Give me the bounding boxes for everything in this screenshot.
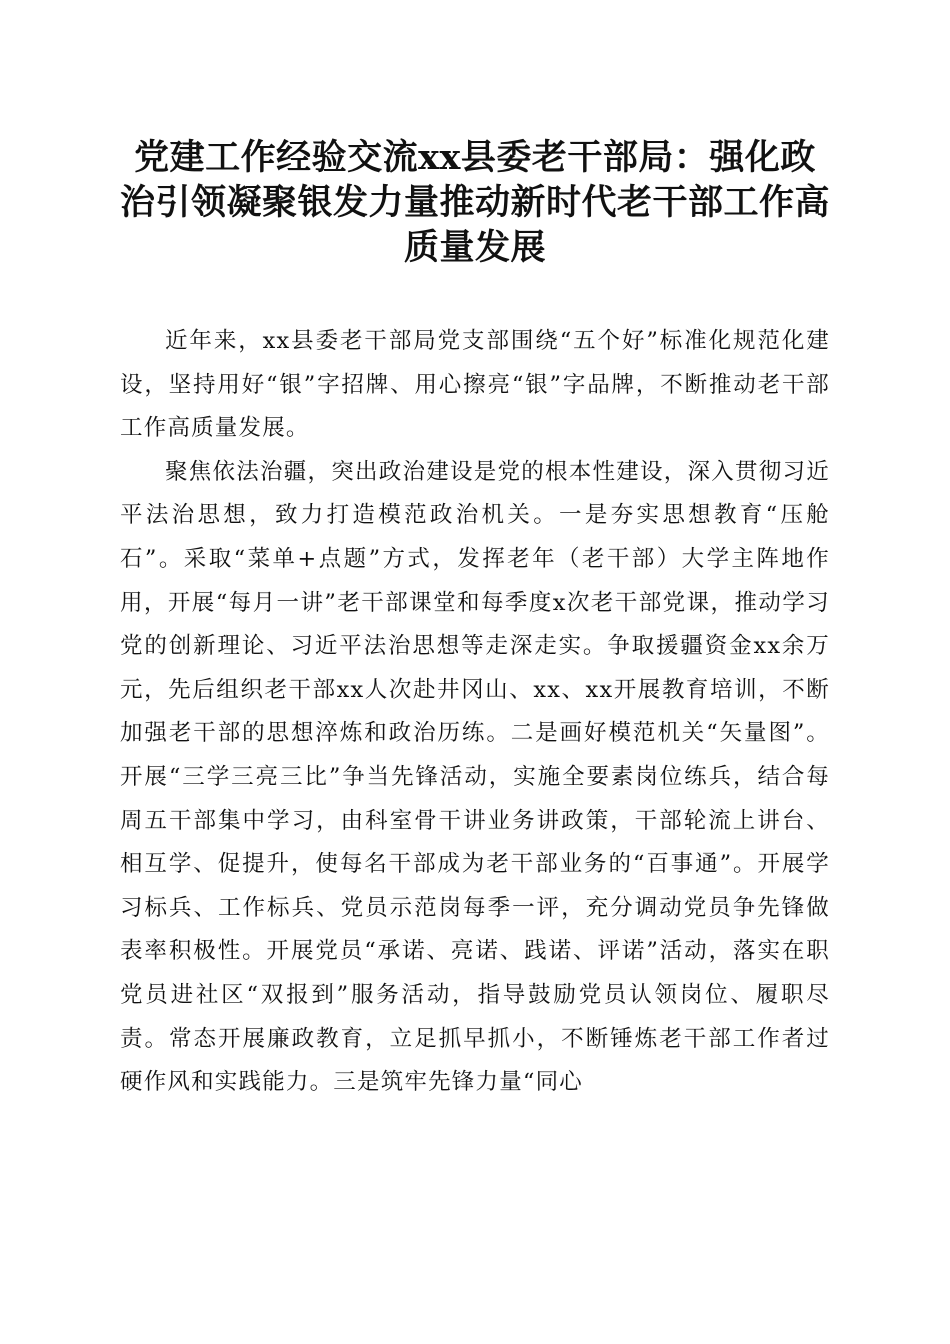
paragraph-intro: 近年来，xx县委老干部局党支部围绕“五个好”标准化规范化建设，坚持用好“银”字招牌、用心擦亮“银”字品牌，不断推动老干部工作高质量发展。 [120, 328, 830, 442]
document-body [120, 320, 830, 1105]
paragraph-political-building: 聚焦依法治疆，突出政治建设是党的根本性建设，深入贯彻习近平法治思想，致力打造模范政治机关。一是夯实思想教育“压舱石”。采取“菜单+点题”方式，发挥老年（老干部）大学主阵地作用，开展“每月一讲”老干部课堂和每季度x次老干部党课，推动学习党的创新理论、习近平法治思想等走深走实。争取援疆资金xx余万元，先后组织老干部xx人次赴井冈山、xx、xx开展教育培训，不断加强老干部的思想淬炼和政治历练。二是画好模范机关“矢量图”。开展“三学三亮三比”争当先锋活动，实施全要素岗位练兵，结合每周五干部集中学习，由科室骨干讲业务讲政策，干部轮流上讲台、相互学、促提升，使每名干部成为老干部业务的“百事通”。开展学习标兵、工作标兵、党员示范岗每季一评，充分调动党员争先锋做表率积极性。开展党员“承诺、亮诺、践诺、评诺”活动，落实在职党员进社区“双报到”服务活动，指导鼓励党员认领岗位、履职尽责。常态开展廉政教育，立足抓早抓小，不断锤炼老干部工作者过硬作风和实践能力。三是筑牢先锋力量“同心 [120, 458, 830, 1096]
document-title: 党建工作经验交流xx县委老干部局：强化政治引领凝聚银发力量推动新时代老干部工作高质量发展 [120, 137, 831, 268]
